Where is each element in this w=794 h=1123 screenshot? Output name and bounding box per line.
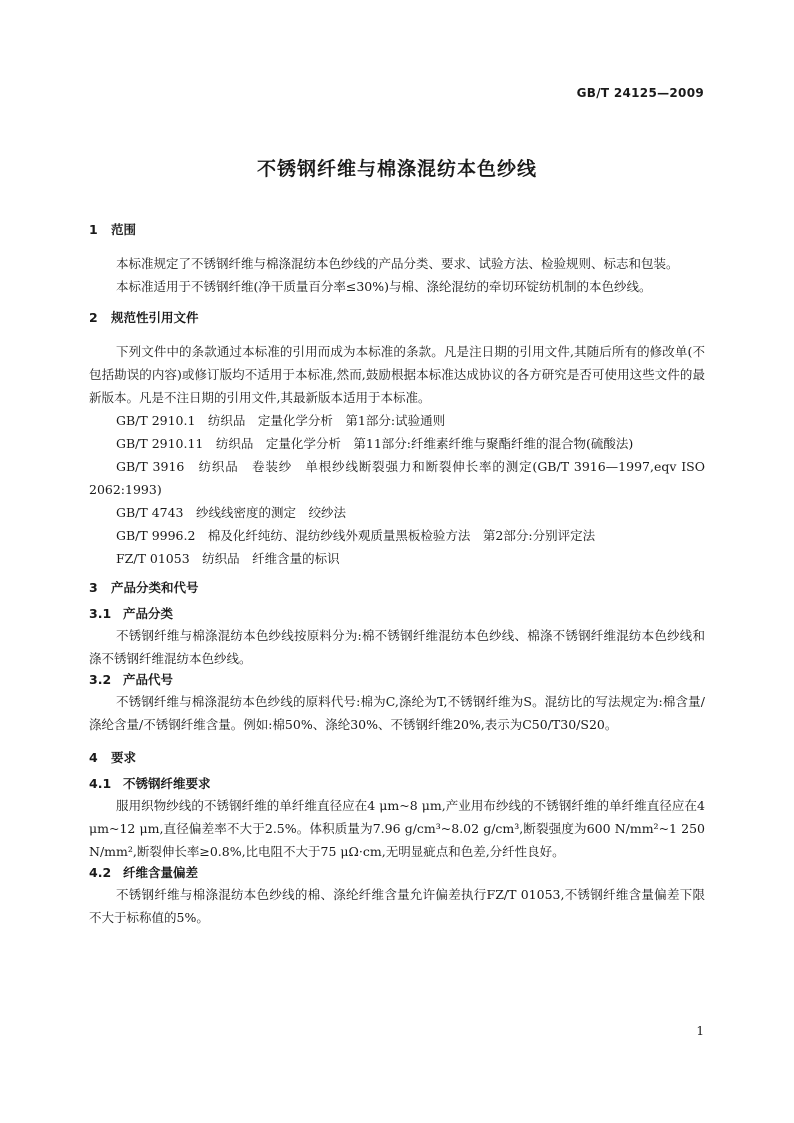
section-title: 产品分类和代号 [111,580,199,595]
section-number: 1 [89,222,98,237]
section-4-heading [89,748,705,768]
subsection-title: 纤维含量偏差 [123,865,199,880]
subsection-number: 3.2 [89,672,112,687]
paragraph: 本标准规定了不锈钢纤维与棉涤混纺本色纱线的产品分类、要求、试验方法、检验规则、标志和包装。 [116,256,679,271]
section-title: 范围 [111,222,137,237]
reference-item: GB/T 2910.11 纺织品 定量化学分析 第11部分:纤维素纤维与聚酯纤维的混合物(硫酸法) [116,436,634,451]
subsection-title: 产品分类 [123,606,174,621]
subsection-number: 4.1 [89,776,112,791]
subsection-title: 不锈钢纤维要求 [123,776,211,791]
section-number: 2 [89,310,98,325]
subsection-3-1-heading [89,604,705,624]
section-1-heading [89,220,705,240]
document-title: 不锈钢纤维与棉涤混纺本色纱线 [256,158,537,180]
section-2-heading [89,308,705,328]
reference-item: GB/T 9996.2 棉及化纤纯纺、混纺纱线外观质量黑板检验方法 第2部分:分别评定法 [116,528,596,543]
reference-item: FZ/T 01053 纺织品 纤维含量的标识 [116,551,340,566]
reference-item: GB/T 3916 纺织品 卷装纱 单根纱线断裂强力和断裂伸长率的测定(GB/T 3916—1997,eqv ISO 2062:1993) [89,459,705,497]
subsection-4-2-heading [89,863,705,883]
subsection-title: 产品代号 [123,672,174,687]
subsection-number: 3.1 [89,606,112,621]
reference-item: GB/T 4743 纱线线密度的测定 绞纱法 [116,505,347,520]
paragraph: 服用织物纱线的不锈钢纤维的单纤维直径应在4 μm~8 μm,产业用布纱线的不锈钢纤维的单纤维直径应在4 μm~12 μm,直径偏差率不大于2.5%。体积质量为7.96 g/cm³~8.02 g/cm³,断裂强度为600 N/mm²~1 250 N/mm²,断裂伸长率≥0.8%,比电阻不大于75 μΩ·cm,无明显疵点和色差,分纤性良好。 [89,798,705,859]
paragraph: 下列文件中的条款通过本标准的引用而成为本标准的条款。凡是注日期的引用文件,其随后所有的修改单(不包括勘误的内容)或修订版均不适用于本标准,然而,鼓励根据本标准达成协议的各方研究是否可使用这些文件的最新版本。凡是不注日期的引用文件,其最新版本适用于本标准。 [89,344,705,405]
page-number: 1 [696,1024,704,1038]
section-number: 4 [89,750,98,765]
paragraph: 不锈钢纤维与棉涤混纺本色纱线的原料代号:棉为C,涤纶为T,不锈钢纤维为S。混纺比的写法规定为:棉含量/涤纶含量/不锈钢纤维含量。例如:棉50%、涤纶30%、不锈钢纤维20%,表示为C50/T30/S20。 [89,694,705,732]
subsection-4-1-heading [89,774,705,794]
section-title: 要求 [111,750,137,765]
standard-code: GB/T 24125—2009 [576,86,704,100]
subsection-number: 4.2 [89,865,112,880]
section-3-heading [89,578,705,598]
document-body [89,220,705,929]
subsection-3-2-heading [89,670,705,690]
paragraph: 不锈钢纤维与棉涤混纺本色纱线的棉、涤纶纤维含量允许偏差执行FZ/T 01053,不锈钢纤维含量偏差下限不大于标称值的5%。 [89,887,705,925]
paragraph: 本标准适用于不锈钢纤维(净干质量百分率≤30%)与棉、涤纶混纺的牵切环锭纺机制的本色纱线。 [116,279,652,294]
paragraph: 不锈钢纤维与棉涤混纺本色纱线按原料分为:棉不锈钢纤维混纺本色纱线、棉涤不锈钢纤维混纺本色纱线和涤不锈钢纤维混纺本色纱线。 [89,628,705,666]
section-title: 规范性引用文件 [111,310,199,325]
reference-item: GB/T 2910.1 纺织品 定量化学分析 第1部分:试验通则 [116,413,446,428]
section-number: 3 [89,580,98,595]
